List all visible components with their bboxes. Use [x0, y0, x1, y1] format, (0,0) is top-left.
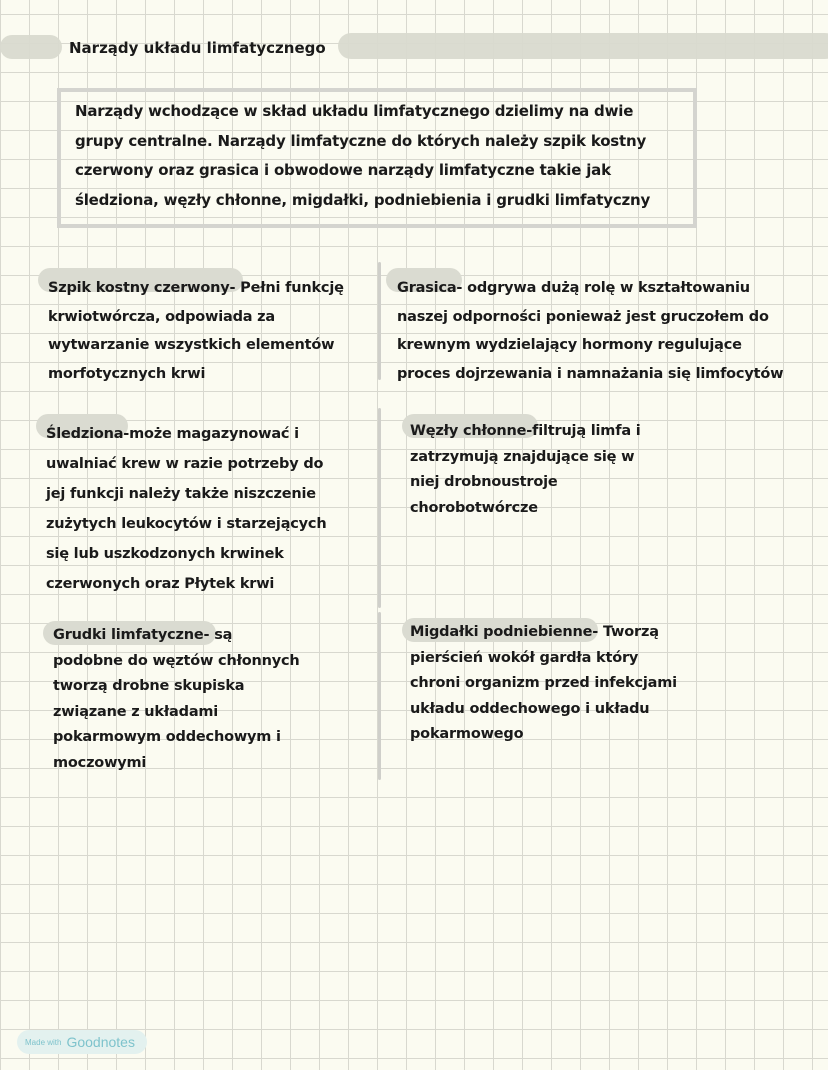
section-line: proces dojrzewania i namnażania się limfocytów	[397, 366, 784, 383]
column-divider	[378, 262, 381, 380]
section-line: chroni organizm przed infekcjami	[410, 675, 677, 692]
section-migdalki	[410, 620, 677, 748]
section-line: wytwarzanie wszystkich elementów	[48, 337, 335, 354]
section-grudki	[53, 623, 300, 777]
section-szpik	[48, 274, 344, 389]
watermark-small-text: Made with	[25, 1037, 62, 1047]
section-line: zużytych leukocytów i starzejących	[46, 516, 327, 532]
section-line: Grudki limfatyczne- są	[53, 627, 233, 643]
section-line: naszej odporności ponieważ jest gruczołem do	[397, 308, 769, 325]
section-line: podobne do węztów chłonnych	[53, 652, 300, 669]
goodnotes-watermark	[17, 1030, 147, 1054]
intro-line: czerwony oraz grasica i obwodowe narządy limfatyczne takie jak	[75, 161, 611, 179]
page-title: Narządy układu limfatycznego	[69, 39, 326, 57]
intro-line: Narządy wchodzące w skład układu limfatycznego dzielimy na dwie	[75, 102, 634, 120]
section-line: związane z układami	[53, 703, 219, 720]
section-line: Węzły chłonne-filtrują limfa i	[410, 423, 641, 439]
section-line: jej funkcji należy także niszczenie	[46, 486, 316, 502]
section-line: czerwonych oraz Płytek krwi	[46, 576, 275, 592]
section-sledziona	[46, 419, 326, 599]
section-line: Grasica- odgrywa dużą rolę w kształtowaniu	[397, 280, 750, 296]
section-line: pokarmowym oddechowym i	[53, 729, 281, 746]
section-wezly	[410, 419, 641, 521]
column-divider	[378, 612, 381, 780]
watermark-brand: Goodnotes	[66, 1034, 135, 1050]
section-line: tworzą drobne skupiska	[53, 678, 245, 695]
section-line: się lub uszkodzonych krwinek	[46, 546, 284, 562]
section-line: Szpik kostny czerwony- Pełni funkcję	[48, 280, 344, 296]
section-line: pokarmowego	[410, 726, 524, 743]
section-line: chorobotwórcze	[410, 499, 538, 516]
section-line: krwiotwórcza, odpowiada za	[48, 308, 276, 325]
section-line: krewnym wydzielający hormony regulujące	[397, 337, 742, 354]
section-line: uwalniać krew w razie potrzeby do	[46, 456, 324, 472]
section-grasica	[397, 274, 783, 389]
title-highlight-left	[0, 35, 62, 59]
section-line: Migdałki podniebienne- Tworzą	[410, 624, 659, 640]
section-line: niej drobnoustroje	[410, 474, 558, 490]
section-line: morfotycznych krwi	[48, 366, 206, 383]
section-line: pierścień wokół gardła który	[410, 649, 639, 666]
intro-line: grupy centralne. Narządy limfatyczne do których należy szpik kostny	[75, 131, 647, 150]
intro-text	[75, 97, 650, 215]
title-highlight-right	[338, 33, 828, 59]
section-line: zatrzymują znajdujące się w	[410, 448, 635, 465]
intro-line: śledziona, węzły chłonne, migdałki, podniebienia i grudki limfatyczny	[75, 190, 651, 209]
section-line: układu oddechowego i układu	[410, 700, 650, 717]
column-divider	[378, 408, 381, 608]
section-line: Śledziona-może magazynować i	[46, 426, 299, 442]
section-line: moczowymi	[53, 754, 147, 771]
